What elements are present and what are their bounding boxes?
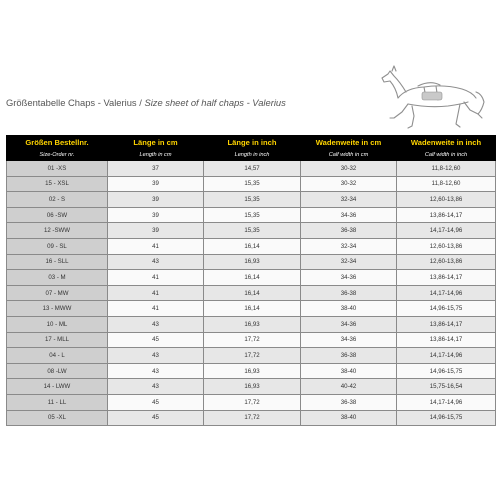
header-calf-cm: Wadenweite in cm [301, 136, 397, 150]
calf-inch-cell: 12,60-13,86 [397, 192, 496, 208]
length-inch-cell: 16,14 [204, 270, 301, 286]
size-code-cell: 04 - L [7, 348, 108, 364]
length-inch-cell: 14,57 [204, 161, 301, 177]
calf-inch-cell: 14,96-15,75 [397, 301, 496, 317]
calf-inch-cell: 15,75-16,54 [397, 379, 496, 395]
calf-cm-cell: 34-36 [301, 270, 397, 286]
calf-cm-cell: 36-38 [301, 223, 397, 239]
length-inch-cell: 17,72 [204, 332, 301, 348]
calf-cm-cell: 38-40 [301, 363, 397, 379]
calf-inch-cell: 14,17-14,96 [397, 285, 496, 301]
size-code-cell: 16 - SLL [7, 254, 108, 270]
length-inch-cell: 15,35 [204, 207, 301, 223]
length-inch-cell: 17,72 [204, 394, 301, 410]
calf-cm-cell: 40-42 [301, 379, 397, 395]
calf-cm-cell: 34-36 [301, 316, 397, 332]
subheader-row [7, 150, 496, 161]
horse-illustration-icon [378, 62, 488, 132]
table-row [7, 254, 496, 270]
calf-inch-cell: 14,96-15,75 [397, 363, 496, 379]
calf-inch-cell: 12,60-13,86 [397, 254, 496, 270]
calf-cm-cell: 32-34 [301, 192, 397, 208]
size-code-cell: 05 -XL [7, 410, 108, 426]
header-length-cm: Länge in cm [108, 136, 204, 150]
calf-cm-cell: 38-40 [301, 410, 397, 426]
length-cm-cell: 45 [108, 394, 204, 410]
length-inch-cell: 17,72 [204, 410, 301, 426]
subheader-calf-inch: Calf width in inch [397, 150, 496, 161]
table-row [7, 363, 496, 379]
calf-inch-cell: 11,8-12,60 [397, 176, 496, 192]
size-code-cell: 11 - LL [7, 394, 108, 410]
size-code-cell: 06 -SW [7, 207, 108, 223]
length-cm-cell: 43 [108, 254, 204, 270]
size-code-cell: 08 -LW [7, 363, 108, 379]
length-cm-cell: 41 [108, 285, 204, 301]
calf-inch-cell: 13,86-14,17 [397, 270, 496, 286]
length-inch-cell: 17,72 [204, 348, 301, 364]
chart-title [6, 97, 376, 108]
title-sub: Size sheet of half chaps - Valerius [144, 97, 286, 108]
calf-inch-cell: 13,86-14,17 [397, 332, 496, 348]
subheader-size-order: Size-Order nr. [7, 150, 108, 161]
size-code-cell: 15 - XSL [7, 176, 108, 192]
table-row [7, 301, 496, 317]
calf-inch-cell: 13,86-14,17 [397, 207, 496, 223]
length-cm-cell: 45 [108, 332, 204, 348]
length-cm-cell: 41 [108, 238, 204, 254]
length-inch-cell: 16,93 [204, 254, 301, 270]
size-code-cell: 07 - MW [7, 285, 108, 301]
size-code-cell: 02 - S [7, 192, 108, 208]
calf-cm-cell: 34-36 [301, 207, 397, 223]
length-inch-cell: 16,14 [204, 238, 301, 254]
calf-inch-cell: 14,17-14,96 [397, 394, 496, 410]
length-inch-cell: 15,35 [204, 223, 301, 239]
subheader-length-cm: Length in cm [108, 150, 204, 161]
calf-inch-cell: 14,17-14,96 [397, 348, 496, 364]
calf-cm-cell: 30-32 [301, 176, 397, 192]
length-cm-cell: 43 [108, 379, 204, 395]
length-cm-cell: 39 [108, 207, 204, 223]
length-cm-cell: 43 [108, 348, 204, 364]
length-inch-cell: 16,93 [204, 316, 301, 332]
length-inch-cell: 16,93 [204, 379, 301, 395]
length-inch-cell: 16,93 [204, 363, 301, 379]
size-code-cell: 10 - ML [7, 316, 108, 332]
length-inch-cell: 16,14 [204, 301, 301, 317]
length-cm-cell: 41 [108, 270, 204, 286]
length-cm-cell: 39 [108, 176, 204, 192]
header-size-order: Größen Bestellnr. [7, 136, 108, 150]
calf-inch-cell: 13,86-14,17 [397, 316, 496, 332]
table-row [7, 223, 496, 239]
table-row [7, 176, 496, 192]
table-row [7, 348, 496, 364]
calf-cm-cell: 36-38 [301, 348, 397, 364]
calf-cm-cell: 32-34 [301, 254, 397, 270]
calf-inch-cell: 14,17-14,96 [397, 223, 496, 239]
table-row [7, 332, 496, 348]
size-table [6, 135, 496, 426]
length-cm-cell: 39 [108, 192, 204, 208]
table-row [7, 192, 496, 208]
calf-cm-cell: 38-40 [301, 301, 397, 317]
table-row [7, 238, 496, 254]
calf-cm-cell: 36-38 [301, 285, 397, 301]
calf-cm-cell: 30-32 [301, 161, 397, 177]
length-inch-cell: 15,35 [204, 176, 301, 192]
calf-inch-cell: 11,8-12,60 [397, 161, 496, 177]
calf-inch-cell: 12,60-13,86 [397, 238, 496, 254]
size-code-cell: 01 -XS [7, 161, 108, 177]
calf-cm-cell: 36-38 [301, 394, 397, 410]
size-code-cell: 03 - M [7, 270, 108, 286]
table-row [7, 270, 496, 286]
length-cm-cell: 43 [108, 363, 204, 379]
calf-cm-cell: 34-36 [301, 332, 397, 348]
subheader-length-inch: Length in inch [204, 150, 301, 161]
header-length-inch: Länge in inch [204, 136, 301, 150]
table-row [7, 207, 496, 223]
table-row [7, 285, 496, 301]
length-cm-cell: 41 [108, 301, 204, 317]
calf-cm-cell: 32-34 [301, 238, 397, 254]
size-code-cell: 09 - SL [7, 238, 108, 254]
calf-inch-cell: 14,96-15,75 [397, 410, 496, 426]
length-cm-cell: 43 [108, 316, 204, 332]
table-row [7, 410, 496, 426]
header-row [7, 136, 496, 150]
header-calf-inch: Wadenweite in inch [397, 136, 496, 150]
table-row [7, 394, 496, 410]
length-cm-cell: 39 [108, 223, 204, 239]
size-code-cell: 17 - MLL [7, 332, 108, 348]
table-row [7, 316, 496, 332]
subheader-calf-cm: Calf width in cm [301, 150, 397, 161]
table-row [7, 379, 496, 395]
length-inch-cell: 15,35 [204, 192, 301, 208]
size-code-cell: 12 -SWW [7, 223, 108, 239]
size-code-cell: 13 - MWW [7, 301, 108, 317]
length-cm-cell: 37 [108, 161, 204, 177]
size-code-cell: 14 - LWW [7, 379, 108, 395]
table-row [7, 161, 496, 177]
title-main: Größentabelle Chaps - Valerius / [6, 97, 145, 108]
length-inch-cell: 16,14 [204, 285, 301, 301]
length-cm-cell: 45 [108, 410, 204, 426]
